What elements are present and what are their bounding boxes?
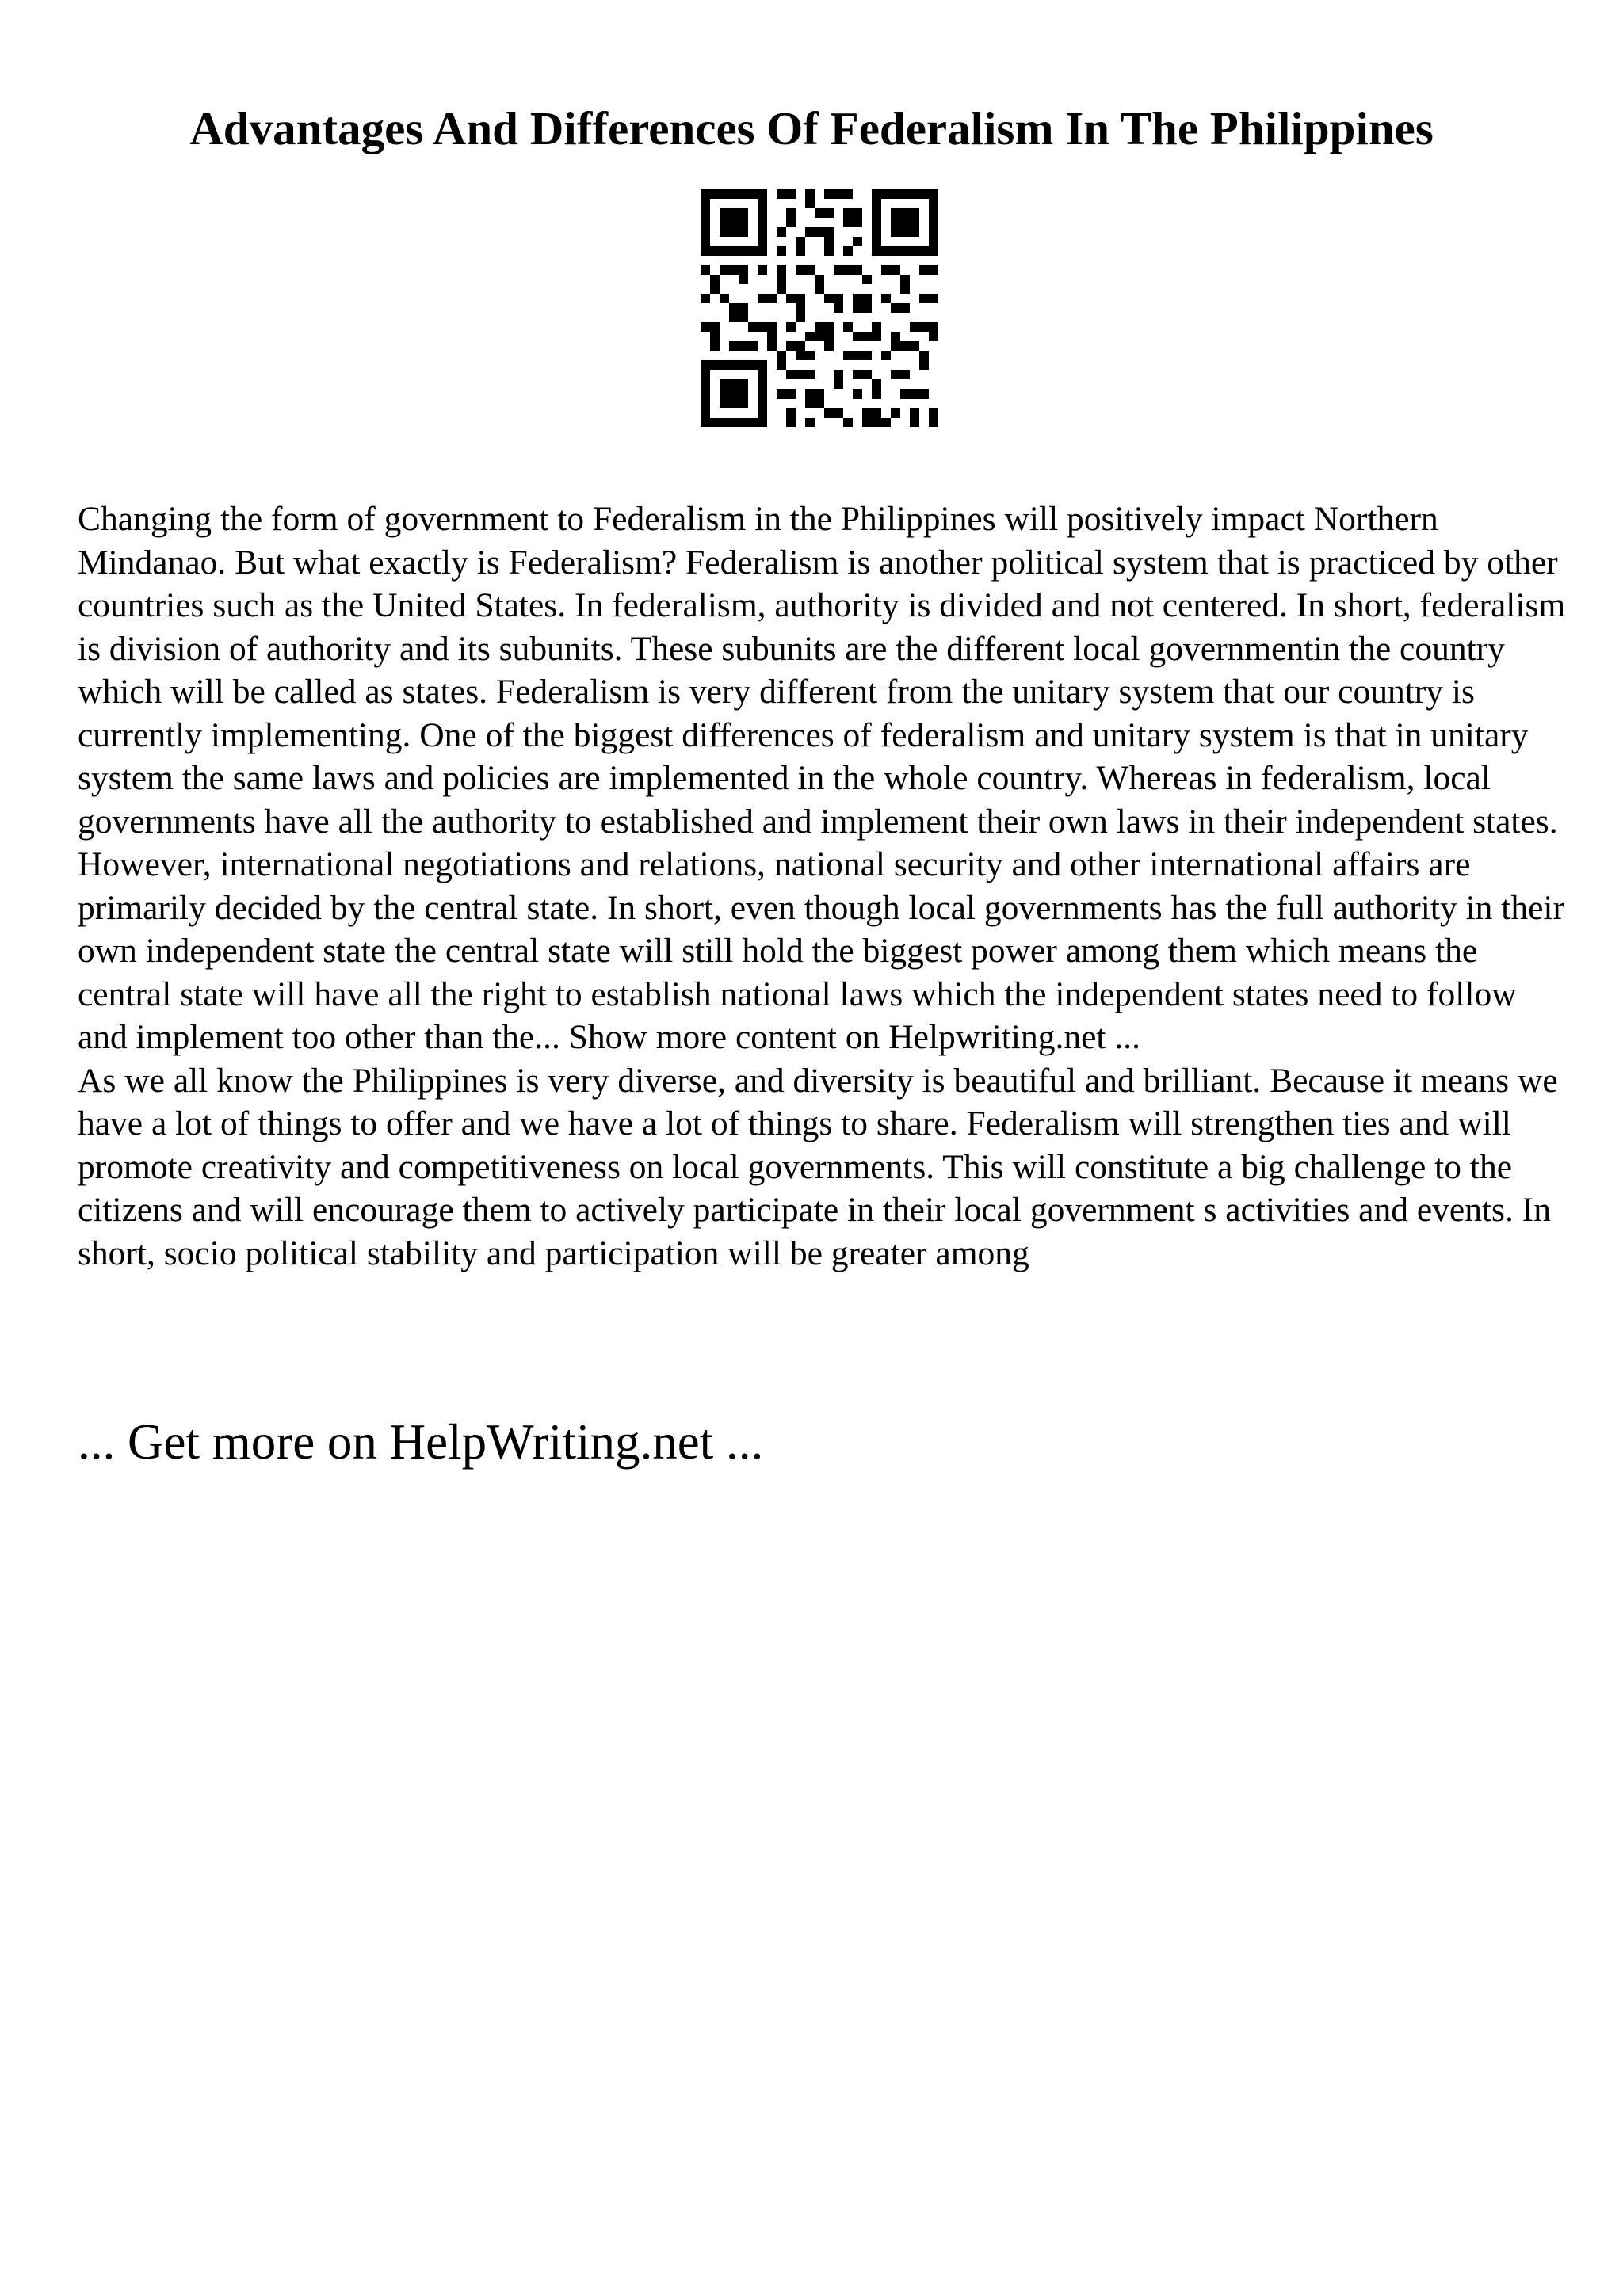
get-more-link[interactable]: ... Get more on HelpWriting.net ... xyxy=(78,1414,764,1470)
paragraph: As we all know the Philippines is very diverse, and diversity is beautiful and brilliant. Because it means we have a lot of things to offer and we have a lot of things to share. Federalism will strengthen ties and will promote creativity and competitiveness on local governments. This will constitute a big challenge to the citizens and will encourage them to actively participate in their local government s activities and events. In short, socio political stability and participation will be greater among xyxy=(78,1061,1558,1272)
qr-code-graphic xyxy=(701,189,938,427)
qr-code-icon[interactable] xyxy=(701,189,938,427)
article-body xyxy=(78,498,1568,1275)
document-title: Advantages And Differences Of Federalism In The Philippines xyxy=(189,102,1434,154)
paragraph: Changing the form of government to Federalism in the Philippines will positively impact Northern Mindanao. But what exactly is Federalism? Federalism is another political system that is practiced by other countries such as the United States. In federalism, authority is divided and not centered. In short, federalism is division of authority and its subunits. These subunits are the different local governmentin the country which will be called as states. Federalism is very different from the unitary system that our country is currently implementing. One of the biggest differences of federalism and unitary system is that in unitary system the same laws and policies are implemented in the whole country. Whereas in federalism, local governments have all the authority to established and implement their own laws in their independent states. However, international negotiations and relations, national security and other international affairs are primarily decided by the central state. In short, even though local governments has the full authority in their own independent state the central state will still hold the biggest power among them which means the central state will have all the right to establish national laws which the independent states need to follow and implement too other than the... Show more content on Helpwriting.net ... xyxy=(78,500,1566,1056)
